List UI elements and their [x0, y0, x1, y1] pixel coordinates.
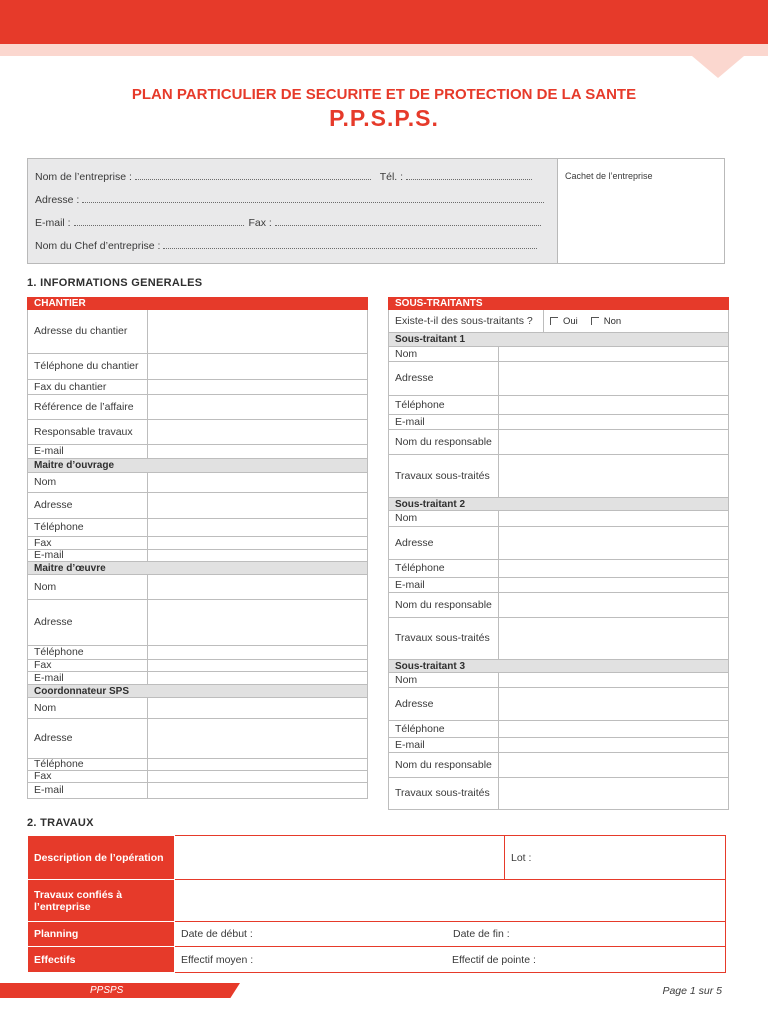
- moe-address-input[interactable]: [148, 600, 368, 646]
- row-label: Responsable travaux: [28, 420, 148, 445]
- effectifs-label: Effectifs: [28, 947, 175, 973]
- table-row: [389, 511, 729, 527]
- chantier-header: CHANTIER: [28, 298, 368, 310]
- st3-phone-input[interactable]: [499, 721, 729, 738]
- section-travaux-title: 2. TRAVAUX: [27, 817, 94, 829]
- chantier-address-input[interactable]: [148, 310, 368, 354]
- sps-address-input[interactable]: [148, 719, 368, 759]
- company-email-field[interactable]: [74, 218, 244, 226]
- chantier-reference-input[interactable]: [148, 395, 368, 420]
- st1-manager-input[interactable]: [499, 430, 729, 455]
- table-row: [389, 396, 729, 415]
- header-stripe: [0, 44, 768, 56]
- row-label: Adresse: [389, 527, 499, 560]
- st2-phone-input[interactable]: [499, 560, 729, 578]
- non-label: Non: [603, 315, 622, 327]
- table-row: [389, 618, 729, 660]
- row-label: Fax du chantier: [28, 380, 148, 395]
- footer-page-number: Page 1 sur 5: [662, 985, 722, 997]
- group-header-row: [389, 498, 729, 511]
- st1-name-input[interactable]: [499, 347, 729, 362]
- non-checkbox[interactable]: [591, 317, 599, 325]
- st1-address-input[interactable]: [499, 362, 729, 396]
- table-row: [28, 672, 368, 685]
- table-row: [28, 600, 368, 646]
- table-row: [28, 380, 368, 395]
- chantier-email-input[interactable]: [148, 445, 368, 459]
- lot-label: Lot :: [511, 851, 532, 864]
- row-label: Nom du responsable: [389, 593, 499, 618]
- table-row: [28, 922, 726, 947]
- soustraitants-header: SOUS-TRAITANTS: [389, 298, 729, 310]
- table-row: [28, 759, 368, 771]
- row-label: Travaux sous-traités: [389, 778, 499, 810]
- chantier-fax-input[interactable]: [148, 380, 368, 395]
- company-name-field[interactable]: [135, 172, 371, 180]
- group-header-row: [28, 459, 368, 473]
- table-row: [28, 354, 368, 380]
- row-label: E-mail: [28, 445, 148, 459]
- chantier-header-row: [28, 298, 368, 310]
- oui-checkbox[interactable]: [550, 317, 558, 325]
- date-debut-label: Date de début :: [181, 928, 253, 940]
- moe-fax-input[interactable]: [148, 660, 368, 672]
- header-tab-triangle: [692, 56, 744, 78]
- st1-email-input[interactable]: [499, 415, 729, 430]
- table-row: [28, 947, 726, 973]
- table-row: [28, 660, 368, 672]
- soustraitants-header-row: [389, 298, 729, 310]
- company-fax-label: Fax :: [248, 217, 272, 229]
- effectif-moyen-label: Effectif moyen :: [181, 953, 254, 966]
- row-label: E-mail: [28, 672, 148, 685]
- row-label: Nom: [389, 347, 499, 362]
- row-label: Nom: [389, 511, 499, 527]
- sps-phone-input[interactable]: [148, 759, 368, 771]
- chantier-table: [27, 297, 368, 799]
- st3-email-input[interactable]: [499, 738, 729, 753]
- table-row: [389, 362, 729, 396]
- mo-address-input[interactable]: [148, 493, 368, 519]
- row-label: Travaux sous-traités: [389, 455, 499, 498]
- row-label: Téléphone: [389, 560, 499, 578]
- table-row: [28, 771, 368, 783]
- row-label: Téléphone: [28, 759, 148, 771]
- description-input[interactable]: [175, 836, 505, 880]
- soustraitants-table: [388, 297, 729, 810]
- table-row: [389, 415, 729, 430]
- document-subtitle: P.P.S.P.S.: [329, 105, 439, 131]
- row-label: Téléphone: [28, 519, 148, 537]
- footer-doc-name: PPSPS: [90, 985, 124, 996]
- effectifs-cell[interactable]: [175, 947, 726, 973]
- sps-email-input[interactable]: [148, 783, 368, 799]
- row-label: Adresse: [28, 719, 148, 759]
- st1-phone-input[interactable]: [499, 396, 729, 415]
- header-band: [0, 0, 768, 44]
- table-row: [28, 836, 726, 880]
- st1-works-input[interactable]: [499, 455, 729, 498]
- row-label: Nom: [28, 473, 148, 493]
- table-row: [28, 493, 368, 519]
- group-header: Sous-traitant 3: [389, 660, 729, 673]
- st2-email-input[interactable]: [499, 578, 729, 593]
- st2-manager-input[interactable]: [499, 593, 729, 618]
- table-row: [389, 593, 729, 618]
- table-row: [389, 738, 729, 753]
- company-fields-panel: [28, 159, 558, 263]
- st2-works-input[interactable]: [499, 618, 729, 660]
- mo-fax-input[interactable]: [148, 537, 368, 550]
- table-row: [389, 673, 729, 688]
- company-tel-field[interactable]: [406, 172, 532, 180]
- sps-name-input[interactable]: [148, 698, 368, 719]
- group-header: Maitre d’ouvrage: [28, 459, 368, 473]
- company-chief-label: Nom du Chef d’entreprise :: [35, 240, 161, 252]
- row-label: E-mail: [28, 550, 148, 562]
- row-label: Référence de l’affaire: [28, 395, 148, 420]
- row-label: Adresse: [389, 362, 499, 396]
- row-label: Téléphone: [28, 646, 148, 660]
- st2-address-input[interactable]: [499, 527, 729, 560]
- moe-email-input[interactable]: [148, 672, 368, 685]
- moe-name-input[interactable]: [148, 575, 368, 600]
- table-row: [28, 783, 368, 799]
- effectif-pointe-label: Effectif de pointe :: [452, 953, 536, 966]
- company-address-field[interactable]: [82, 195, 544, 203]
- company-tel-label: Tél. :: [379, 171, 404, 183]
- group-header-row: [389, 660, 729, 673]
- company-email-label: E-mail :: [35, 217, 71, 229]
- company-address-line: [35, 194, 544, 206]
- chantier-phone-input[interactable]: [148, 354, 368, 380]
- row-label: Adresse: [389, 688, 499, 721]
- row-label: Fax: [28, 537, 148, 550]
- row-label: Téléphone du chantier: [28, 354, 148, 380]
- row-label: Nom: [28, 698, 148, 719]
- table-row: [28, 719, 368, 759]
- row-label: Nom: [28, 575, 148, 600]
- table-row: [28, 519, 368, 537]
- soustraitants-question: Existe-t-il des sous-traitants ?: [389, 310, 544, 333]
- group-header: Sous-traitant 1: [389, 333, 729, 347]
- mo-phone-input[interactable]: [148, 519, 368, 537]
- group-header-row: [389, 333, 729, 347]
- oui-non-cell: [544, 310, 729, 333]
- group-header-row: [28, 562, 368, 575]
- table-row: [389, 455, 729, 498]
- row-label: Travaux sous-traités: [389, 618, 499, 660]
- section-general-info-title: 1. INFORMATIONS GENERALES: [27, 277, 203, 289]
- table-row: [389, 753, 729, 778]
- row-label: Adresse du chantier: [28, 310, 148, 354]
- row-label: E-mail: [28, 783, 148, 799]
- table-row: [389, 430, 729, 455]
- row-label: Fax: [28, 771, 148, 783]
- soustraitants-question-row: [389, 310, 729, 333]
- table-row: [28, 420, 368, 445]
- company-fax-field[interactable]: [275, 218, 541, 226]
- table-row: [28, 550, 368, 562]
- group-header: Coordonnateur SPS: [28, 685, 368, 698]
- st3-works-input[interactable]: [499, 778, 729, 810]
- travaux-table: [27, 835, 726, 973]
- row-label: E-mail: [389, 578, 499, 593]
- table-row: [28, 537, 368, 550]
- row-label: Adresse: [28, 600, 148, 646]
- row-label: Fax: [28, 660, 148, 672]
- row-label: Adresse: [28, 493, 148, 519]
- company-stamp-label: Cachet de l’entreprise: [565, 171, 653, 181]
- table-row: [389, 527, 729, 560]
- sps-fax-input[interactable]: [148, 771, 368, 783]
- group-header: Sous-traitant 2: [389, 498, 729, 511]
- table-row: [389, 688, 729, 721]
- lot-cell[interactable]: [505, 836, 726, 880]
- date-fin-label: Date de fin :: [453, 928, 510, 940]
- table-row: [28, 646, 368, 660]
- chantier-manager-input[interactable]: [148, 420, 368, 445]
- planning-cell[interactable]: [175, 922, 726, 947]
- company-chief-field[interactable]: [163, 241, 537, 249]
- row-label: Nom: [389, 673, 499, 688]
- table-row: [28, 698, 368, 719]
- planning-label: Planning: [28, 922, 175, 947]
- confies-label: Travaux confiés à l’entreprise: [28, 880, 175, 922]
- company-chief-line: [35, 240, 537, 252]
- st3-name-input[interactable]: [499, 673, 729, 688]
- row-label: E-mail: [389, 415, 499, 430]
- group-header-row: [28, 685, 368, 698]
- row-label: E-mail: [389, 738, 499, 753]
- table-row: [389, 347, 729, 362]
- table-row: [28, 395, 368, 420]
- st3-address-input[interactable]: [499, 688, 729, 721]
- table-row: [389, 778, 729, 810]
- row-label: Nom du responsable: [389, 430, 499, 455]
- confies-input[interactable]: [175, 880, 726, 922]
- company-identification-box: [27, 158, 725, 264]
- table-row: [28, 575, 368, 600]
- row-label: Téléphone: [389, 396, 499, 415]
- table-row: [389, 721, 729, 738]
- row-label: Téléphone: [389, 721, 499, 738]
- table-row: [389, 578, 729, 593]
- description-label: Description de l’opération: [28, 836, 175, 880]
- st3-manager-input[interactable]: [499, 753, 729, 778]
- company-name-line: [35, 171, 532, 183]
- mo-name-input[interactable]: [148, 473, 368, 493]
- company-address-label: Adresse :: [35, 194, 80, 206]
- oui-label: Oui: [563, 315, 578, 327]
- company-email-line: [35, 217, 541, 229]
- group-header: Maitre d’œuvre: [28, 562, 368, 575]
- row-label: Nom du responsable: [389, 753, 499, 778]
- mo-email-input[interactable]: [148, 550, 368, 562]
- table-row: [28, 445, 368, 459]
- table-row: [389, 560, 729, 578]
- moe-phone-input[interactable]: [148, 646, 368, 660]
- table-row: [28, 880, 726, 922]
- table-row: [28, 310, 368, 354]
- st2-name-input[interactable]: [499, 511, 729, 527]
- table-row: [28, 473, 368, 493]
- document-title: PLAN PARTICULIER DE SECURITE ET DE PROTECTION DE LA SANTE: [131, 86, 637, 103]
- company-name-label: Nom de l’entreprise :: [35, 171, 132, 183]
